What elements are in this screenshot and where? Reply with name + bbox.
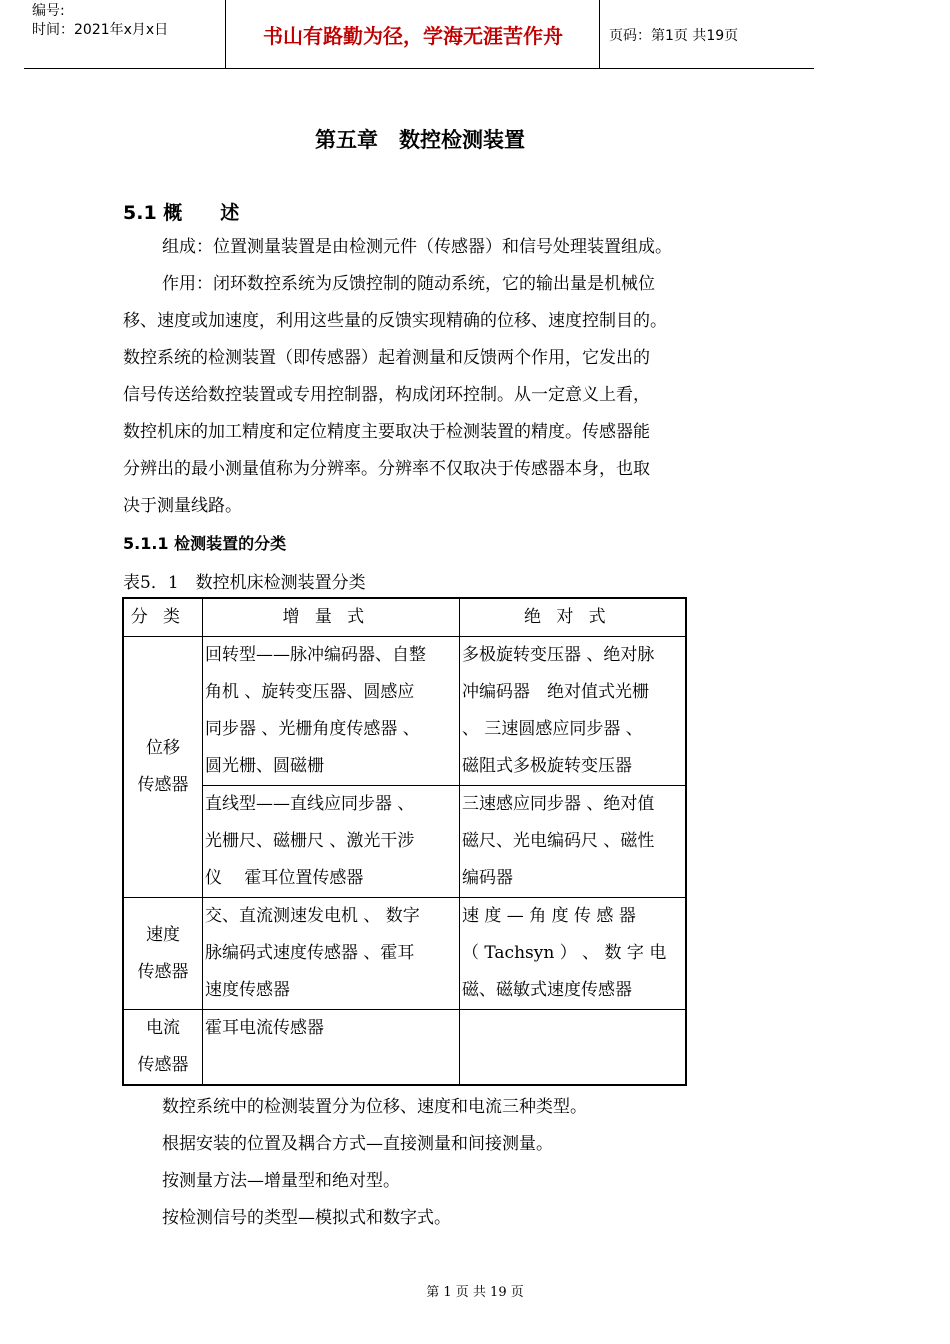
header-absolute bbox=[460, 598, 687, 637]
category-line: 电流 bbox=[146, 1018, 180, 1038]
header-motto: 书山有路勤为径，学海无涯苦作舟 bbox=[263, 24, 563, 48]
cell-line: 速度传感器 bbox=[205, 980, 290, 1000]
absolute-cell bbox=[460, 786, 687, 898]
table-row bbox=[123, 898, 686, 1010]
cell-line: 多极旋转变压器 、绝对脉 bbox=[462, 645, 655, 665]
cell-line: （ Tachsyn ） 、 数 字 电 bbox=[462, 943, 667, 963]
table-row bbox=[123, 1010, 686, 1086]
header-incremental-text: 增量式 bbox=[282, 607, 380, 627]
absolute-cell bbox=[460, 898, 687, 1010]
cell-line bbox=[205, 1047, 457, 1084]
cell-line: 磁阻式多极旋转变压器 bbox=[462, 756, 632, 776]
cell-line: 直线型——直线应同步器 、 bbox=[205, 794, 415, 814]
chapter-title: 第五章 数控检测装置 bbox=[315, 128, 525, 152]
header-absolute-text: 绝对式 bbox=[524, 607, 621, 627]
incremental-cell bbox=[203, 1010, 460, 1086]
category-line: 传感器 bbox=[137, 775, 189, 795]
category-line: 传感器 bbox=[137, 1055, 189, 1075]
category-line: 速度 bbox=[146, 924, 180, 945]
cell-line: 回转型——脉冲编码器、自整 bbox=[205, 645, 426, 665]
cell-line: 冲编码器 绝对值式光栅 bbox=[462, 682, 649, 702]
cell-line: 磁、磁敏式速度传感器 bbox=[462, 980, 632, 1000]
cell-line: 圆光栅、圆磁栅 bbox=[205, 756, 324, 776]
header-page-info: 页码：第1页 共19页 bbox=[609, 28, 739, 44]
paragraph-composition: 组成：位置测量装置是由检测元件（传感器）和信号处理装置组成。 bbox=[162, 237, 672, 257]
paragraph-line: 数控系统中的检测装置分为位移、速度和电流三种类型。 bbox=[162, 1097, 587, 1117]
header-category bbox=[123, 598, 203, 637]
doc-id-label: 编号: bbox=[32, 3, 65, 19]
cell-line: 速 度 — 角 度 传 感 器 bbox=[462, 906, 636, 926]
sensor-classification-table bbox=[122, 597, 687, 1086]
paragraph-line: 按检测信号的类型—模拟式和数字式。 bbox=[162, 1208, 451, 1228]
section-number: 5.1 bbox=[123, 202, 157, 224]
incremental-cell bbox=[203, 786, 460, 898]
paragraph-line: 决于测量线路。 bbox=[123, 496, 242, 516]
page-header bbox=[24, 0, 814, 69]
category-cell bbox=[123, 637, 203, 898]
table-caption: 表5．1 数控机床检测装置分类 bbox=[123, 573, 366, 593]
category-cell bbox=[123, 1010, 203, 1086]
cell-line: 同步器 、光栅角度传感器 、 bbox=[205, 719, 420, 739]
paragraph-line: 信号传送给数控装置或专用控制器，构成闭环控制。从一定意义上看， bbox=[123, 385, 650, 405]
category-line: 位移 bbox=[146, 738, 180, 758]
section-title: 概 述 bbox=[163, 202, 240, 224]
paragraph-line: 根据安装的位置及耦合方式—直接测量和间接测量。 bbox=[162, 1134, 553, 1154]
page-footer: 第 1 页 共 19 页 bbox=[426, 1285, 524, 1300]
cell-line: 交、直流测速发电机 、 数字 bbox=[205, 906, 420, 926]
cell-line: 三速感应同步器 、绝对值 bbox=[462, 794, 655, 814]
header-meta bbox=[32, 2, 168, 40]
incremental-cell bbox=[203, 898, 460, 1010]
category-line: 传感器 bbox=[137, 961, 189, 982]
header-incremental bbox=[203, 598, 460, 637]
subsection-heading: 5.1.1 检测装置的分类 bbox=[123, 534, 287, 553]
paragraph-line: 作用：闭环数控系统为反馈控制的随动系统，它的输出量是机械位 bbox=[162, 274, 655, 294]
category-cell bbox=[123, 898, 203, 1010]
absolute-cell-empty bbox=[460, 1010, 687, 1086]
cell-line: 仪 霍耳位置传感器 bbox=[205, 868, 364, 888]
table-header-row bbox=[123, 598, 686, 637]
cell-line: 角机 、旋转变压器、圆感应 bbox=[205, 682, 415, 702]
cell-line: 脉编码式速度传感器 、霍耳 bbox=[205, 943, 415, 963]
doc-time: 时间：2021年x月x日 bbox=[32, 22, 169, 38]
section-heading bbox=[123, 198, 239, 225]
cell-line: 霍耳电流传感器 bbox=[205, 1018, 324, 1038]
cell-line: 、 三速圆感应同步器 、 bbox=[462, 719, 643, 739]
incremental-cell bbox=[203, 637, 460, 786]
paragraph-line: 数控机床的加工精度和定位精度主要取决于检测装置的精度。传感器能 bbox=[123, 422, 650, 442]
paragraph-line: 移、速度或加速度，利用这些量的反馈实现精确的位移、速度控制目的。 bbox=[123, 311, 667, 331]
paragraph-line: 数控系统的检测装置（即传感器）起着测量和反馈两个作用，它发出的 bbox=[123, 348, 650, 368]
table-row bbox=[123, 637, 686, 786]
table-row bbox=[123, 786, 686, 898]
cell-line: 光栅尺、磁栅尺 、激光干涉 bbox=[205, 831, 415, 851]
absolute-cell bbox=[460, 637, 687, 786]
header-category-text: 分类 bbox=[130, 607, 196, 627]
paragraph-line: 分辨出的最小测量值称为分辨率。分辨率不仅取决于传感器本身，也取 bbox=[123, 459, 650, 479]
cell-line: 编码器 bbox=[462, 868, 513, 888]
paragraph-line: 按测量方法—增量型和绝对型。 bbox=[162, 1171, 400, 1191]
cell-line: 磁尺、光电编码尺 、磁性 bbox=[462, 831, 655, 851]
